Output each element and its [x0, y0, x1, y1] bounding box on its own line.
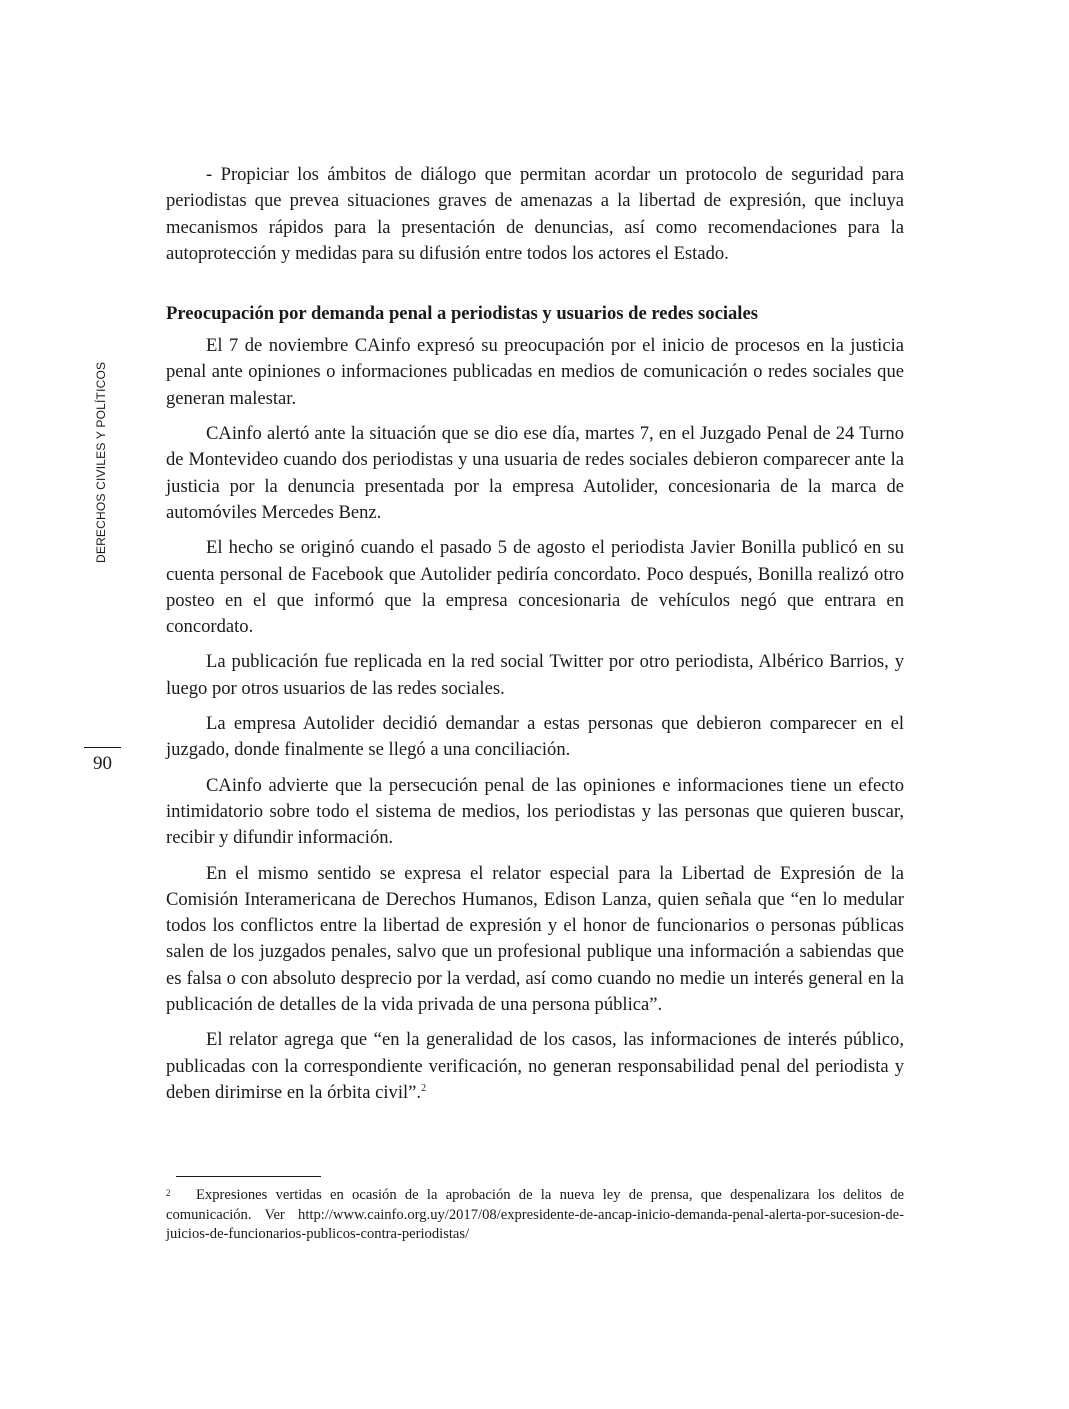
running-head: DERECHOS CIVILES Y POLÍTICOS [94, 361, 108, 563]
body-paragraph: CAinfo advierte que la persecución penal de las opiniones e informaciones tiene un efecto intimidatorio sobre todo el sistema de medios, los periodistas y las personas que quieren buscar, recibir y difundir información. [166, 774, 904, 849]
page-body [166, 162, 904, 1115]
body-paragraph: En el mismo sentido se expresa el relator especial para la Libertad de Expresión de la Comisión Interamericana de Derechos Humanos, Edison Lanza, quien señala que “en lo medular todos los conflictos entre la libertad de expresión y el honor de funcionarios o personas públicas salen de los juzgados penales, salvo que un profesional publique una información a sabiendas que es falsa o con absoluto desprecio por la verdad, así como cuando no medie un interés general en la publicación de detalles de la vida privada de una persona pública”. [166, 862, 904, 1016]
body-paragraph: CAinfo alertó ante la situación que se dio ese día, martes 7, en el Juzgado Penal de 24 Turno de Montevideo cuando dos periodistas y una usuaria de redes sociales debieron comparecer ante la justicia por la denuncia presentada por la empresa Autolider, concesionaria de la marca de automóviles Mercedes Benz. [166, 423, 904, 523]
body-paragraph: La publicación fue replicada en la red social Twitter por otro periodista, Albérico Barrios, y luego por otros usuarios de las redes sociales. [166, 651, 904, 699]
body-paragraph: El hecho se originó cuando el pasado 5 de agosto el periodista Javier Bonilla publicó en su cuenta personal de Facebook que Autolider pediría concordato. Poco después, Bonilla realizó otro posteo en el que informó que la empresa concesionaria de vehículos negó que entrara en concordato. [166, 537, 904, 638]
footnote-separator [176, 1176, 321, 1177]
body-paragraph: El 7 de noviembre CAinfo expresó su preocupación por el inicio de procesos en la justicia penal ante opiniones o informaciones publicadas en medios de comunicación o redes sociales que generan malestar. [166, 335, 904, 409]
intro-paragraph: - Propiciar los ámbitos de diálogo que permitan acordar un protocolo de seguridad para periodistas que prevea situaciones graves de amenazas a la libertad de expresión, que incluya mecanismos rápidos para la presentación de denuncias, así como recomendaciones para la autoprotección y medidas para su difusión entre todos los actores el Estado. [166, 164, 904, 264]
page-number: 90 [93, 753, 112, 774]
footnote [166, 1186, 904, 1245]
footnote-text: Expresiones vertidas en ocasión de la aprobación de la nueva ley de prensa, que despenalizara los delitos de comunicación. Ver http://www.cainfo.org.uy/2017/08/expresidente-de-ancap-inicio-demanda-penal-alerta-por-sucesion-de-juicios-de-funcionarios-publicos-contra-periodistas/ [166, 1187, 904, 1242]
page-number-rule [84, 747, 121, 748]
footnote-reference[interactable]: 2 [421, 1082, 427, 1094]
body-paragraph-last-text: El relator agrega que “en la generalidad de los casos, las informaciones de interés público, publicadas con la correspondiente verificación, no generan responsabilidad penal del periodista y deben dirimirse en la órbita civil”. [166, 1029, 904, 1103]
section-heading: Preocupación por demanda penal a periodistas y usuarios de redes sociales [166, 303, 758, 325]
body-paragraph: La empresa Autolider decidió demandar a estas personas que debieron comparecer en el juzgado, donde finalmente se llegó a una conciliación. [166, 713, 904, 761]
body-paragraph-last [166, 1027, 904, 1106]
footnote-number: 2 [166, 1188, 171, 1198]
